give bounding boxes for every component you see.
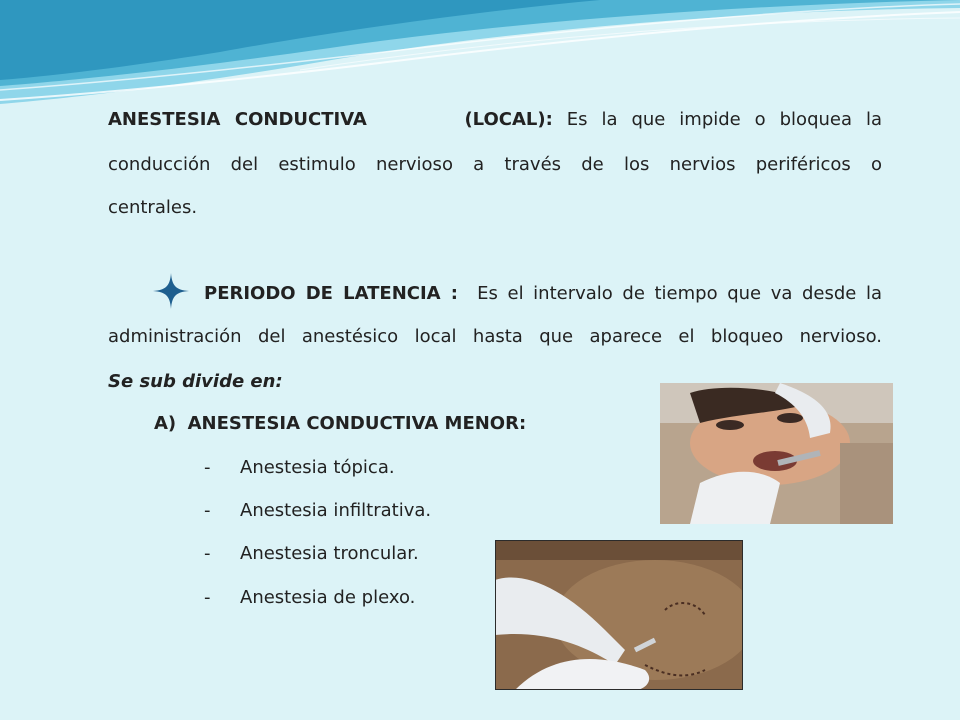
list-item: Anestesia troncular. xyxy=(240,543,419,564)
section-a-title xyxy=(154,412,526,435)
list-item-dash: - xyxy=(204,500,211,521)
paragraph2-heading: PERIODO DE LATENCIA : xyxy=(204,283,458,304)
paragraph2-line2: administración del anestésico local hasta que aparece el bloqueo nervioso. xyxy=(108,326,882,347)
list-item-dash: - xyxy=(204,457,211,478)
section-a-title-text: ANESTESIA CONDUCTIVA MENOR: xyxy=(187,413,527,434)
bullet-star-icon xyxy=(152,272,190,310)
paragraph1-line1-text: Es la que impide o bloquea la xyxy=(566,109,882,130)
list-item-dash: - xyxy=(204,587,211,608)
list-item: Anestesia infiltrativa. xyxy=(240,500,432,521)
paragraph1-line1 xyxy=(108,108,882,131)
dental-anesthesia-photo xyxy=(660,383,893,524)
paragraph1-line2: conducción del estimulo nervioso a través de los nervios periféricos o xyxy=(108,154,882,175)
list-item: Anestesia tópica. xyxy=(240,457,395,478)
header-wave-decoration xyxy=(0,0,960,110)
list-item: Anestesia de plexo. xyxy=(240,587,416,608)
paragraph2-line1 xyxy=(204,282,882,305)
paragraph2-subdivide: Se sub divide en: xyxy=(108,371,283,392)
paragraph2-line1-text: Es el intervalo de tiempo que va desde la xyxy=(477,283,882,304)
paragraph1-heading: ANESTESIA CONDUCTIVA xyxy=(108,109,367,130)
list-item-dash: - xyxy=(204,543,211,564)
nerve-block-photo xyxy=(495,540,743,690)
paragraph1-heading-local: (LOCAL): xyxy=(464,109,553,130)
paragraph1-line3: centrales. xyxy=(108,197,198,218)
section-a-label: A) xyxy=(154,413,177,434)
